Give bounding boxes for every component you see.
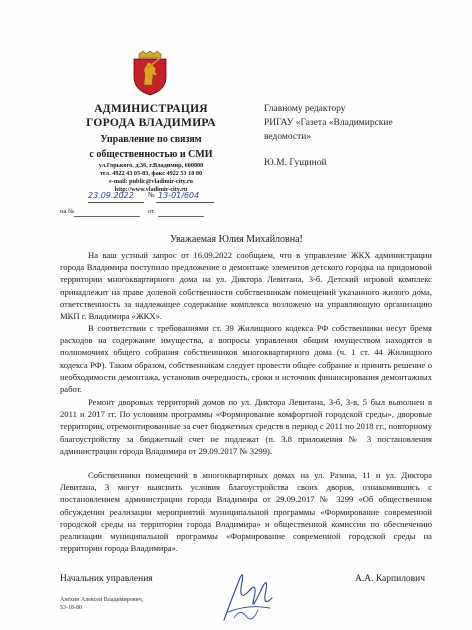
- addressee-name: Ю.М. Гущиной: [264, 158, 327, 168]
- signatory-name: А.А. Карпилович: [355, 574, 426, 584]
- vladimir-coat-of-arms-icon: [131, 50, 169, 96]
- org-address: ул.Горького, д.36, г.Владимир, 600000: [98, 162, 204, 169]
- signatory-title: Начальник управления: [60, 574, 153, 584]
- org-phone: тел. 4922 43 05-83, факс 4922 53 18 80: [99, 170, 203, 177]
- registration-row: [88, 190, 218, 204]
- addressee-line2: РИГАУ «Газета «Владимирские: [264, 118, 393, 128]
- registration-number: 13-01/604: [158, 191, 200, 200]
- reference-row: [60, 208, 210, 220]
- executor-name: Алёхин Алексей Владимирович,: [60, 597, 144, 603]
- salutation: Уважаемая Юлия Михайловна!: [170, 234, 303, 245]
- org-email: e-mail: public@vladimir-city.ru: [109, 178, 193, 185]
- executor-phone: 53-18-80: [60, 605, 82, 611]
- registration-number-label: №: [148, 191, 155, 199]
- reference-number-line: [74, 216, 140, 217]
- date-underline: [88, 202, 144, 203]
- body-paragraph-2: В соответствии с требованиями ст. 39 Жилищного кодекса РФ собственники несут бремя расходов на содержание имущества, а вопросы управления общим имуществом находятся в полномочиях общего собрания собственников многоквартирного дома (ч. 1 ст. 44 Жилищного кодекса РФ). Таким образом, собственникам следует провести общее собрание и принять решение о необходимости демонтажа, установив очередность, сроки и источник финансирования демонтажных работ.: [60, 323, 432, 395]
- reference-date-label: от: [148, 208, 155, 215]
- reference-date-line: [158, 216, 204, 217]
- number-underline: [156, 202, 214, 203]
- handwritten-signature: [218, 568, 278, 626]
- reference-number-label: на №: [60, 208, 75, 215]
- org-name-line2: ГОРОДА ВЛАДИМИРА: [86, 117, 216, 129]
- body-paragraph-1: На ваш устный запрос от 16.09.2022 сообщаем, что в управление ЖКХ администрации города Владимира поступило предложение о демонтаже элементов детского городка на придомовой территории многоквартирного дома на ул. Диктора Левитана, 3-б. Детский игровой комплекс принадлежит на праве долевой собственности собственникам помещений указанного жилого дома, ответственность за надлежащее содержание комплекса возложено на управляющую организацию МКП г. Владимира «ЖКХ».: [60, 250, 432, 322]
- org-name-line1: АДМИНИСТРАЦИЯ: [94, 103, 208, 115]
- addressee-line1: Главному редактору: [264, 104, 346, 114]
- department-line1: Управление по связям: [100, 134, 202, 145]
- body-paragraph-3: Ремонт дворовых территорий домов по ул. Диктора Левитана, 3-б, 3-в, 5 был выполнен в 2011 и 2017 гг. По условиям программы «Формирование комфортной городской среды», дворовые территории, отремонтированные за счет бюджетных средств в период с 2011 по 2018 гг., повторному благоустройству за бюджетный счет не подлежат (п. 3.8 приложения № 3 постановления администрации города Владимира от 29.09.2017 № 3299).: [60, 397, 432, 456]
- addressee-line3: ведомости»: [264, 132, 312, 142]
- registration-date: 23.09.2022: [88, 191, 134, 200]
- body-paragraph-4: Собственники помещений в многоквартирных домах на ул. Разина, 11 и ул. Диктора Левитана, 3 могут выяснить условия благоустройства своих дворов, ознакомившись с постановлением администрации города Владимира от 29.09.2017 № 3299 «Об общественном обсуждении реализации мероприятий муниципальной программы «Формирование современной городской среды на территории города Владимира» и общественной комиссии по обеспечению реализации муниципальной программы «Формирование современной городской среды на территории города Владимира».: [60, 470, 432, 554]
- department-line2: с общественностью и СМИ: [89, 149, 213, 160]
- org-website: http://www.vladimir-city.ru: [114, 186, 188, 193]
